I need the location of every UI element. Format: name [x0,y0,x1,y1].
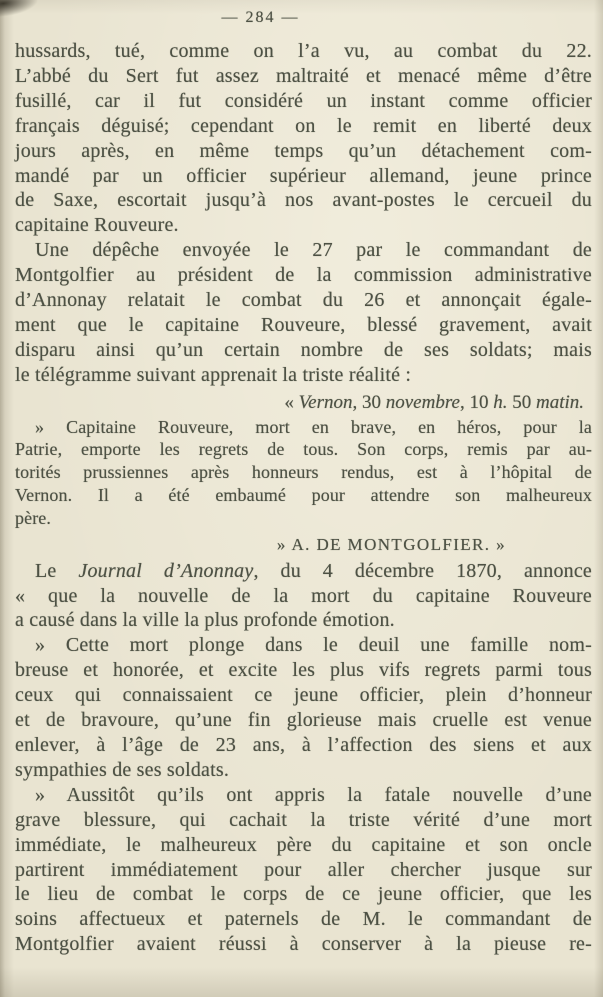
text-line [15,338,592,363]
page-number: — 284 — [221,9,300,26]
text-segment: » Cette mort plonge dans le deuil une famille nom- [35,634,592,657]
text-segment: » Capitaine Rouveure, mort en brave, en héros, pour la [35,416,592,437]
text-segment: capitaine Rouveure. [15,214,179,237]
text-line [15,64,592,89]
text-line [15,288,592,313]
text-segment: » Aussitôt qu’ils ont appris la fatale nouvelle d’une [35,783,592,806]
text-segment: le télégramme suivant apprenait la triste réalité : [15,363,412,386]
text-segment: fusillé, car il fut considéré un instant comme officier [15,89,592,112]
text-line [15,808,592,833]
paragraph-journal [15,559,592,634]
text-segment: père. [15,507,51,528]
text-segment: , du 4 décembre 1870, annonce [253,559,592,582]
italic-text-segment: Journal d’Anonnay [78,559,254,582]
text-line [15,89,592,114]
text-line [15,907,592,932]
text-segment: grave blessure, qui cachait la triste vérité d’une mort [15,808,592,831]
text-line [15,139,592,164]
text-line [15,833,592,858]
text-line [15,532,592,557]
text-segment: enlever, à l’âge de 23 ans, à l’affection des siens et aux [15,734,592,757]
text-line [15,584,592,609]
page-body-text [15,39,592,957]
text-segment: immédiate, le malheureux père du capitaine et son oncle [15,833,592,856]
text-line [15,559,592,584]
text-line [15,507,592,530]
text-line [15,633,592,658]
telegram-signature [15,532,592,557]
text-line [15,758,592,783]
text-line [15,39,592,64]
text-line [15,263,592,288]
text-line [15,213,592,238]
text-segment: le lieu de combat le corps de ce jeune officier, que les [15,883,592,906]
text-segment: torités prussiennes après honneurs rendus, est à l’hôpital de [15,462,592,483]
text-segment: soins affectueux et paternels de M. le commandant de [15,908,592,931]
text-line [15,188,592,213]
text-segment: de Saxe, escortait jusqu’à nos avant-postes le cercueil du [15,189,592,212]
text-segment: sympathies de ses soldats. [15,758,230,781]
text-segment: partirent immédiatement pour aller chercher jusque sur [15,858,592,881]
text-line [15,438,592,461]
text-segment: Le [35,559,79,582]
text-line [15,114,592,139]
text-segment: Patrie, emporte les regrets de tous. Son corps, remis par au- [15,439,592,460]
text-segment: jours après, en même temps qu’un détachement com- [15,139,592,162]
text-segment: 50 [507,391,536,413]
text-line [15,608,592,633]
text-line [15,238,592,263]
text-segment: » A. DE MONTGOLFIER. » [276,534,506,554]
text-line [15,708,592,733]
text-segment: a causé dans la ville la plus profonde émotion. [15,609,395,632]
text-segment: français déguisé; cependant on le remit en liberté deux [15,114,592,137]
paragraph-cette-mort [15,633,592,782]
italic-text-segment: novembre [385,391,460,413]
text-line [15,858,592,883]
text-line [15,658,592,683]
paragraph-hussards [15,39,592,238]
text-block [15,8,592,957]
text-segment: ment que le capitaine Rouveure, blessé gravement, avait [15,313,592,336]
text-segment: et de bravoure, qu’une fin glorieuse mais cruelle est venue [15,709,592,732]
text-line [15,783,592,808]
text-line [15,882,592,907]
italic-text-segment: Vernon [298,391,353,413]
paragraph-aussitot [15,783,592,957]
telegram-body [15,416,592,530]
text-segment: d’Annonay relatait le combat du 26 et annonçait égale- [15,289,592,312]
text-segment: « [284,391,299,413]
text-segment: L’abbé du Sert fut assez maltraité et menacé même d’être [15,64,592,87]
text-segment: Montgolfier au président de la commission administrative [15,264,592,287]
text-segment: Montgolfier avaient réussi à conserver à la pieuse re- [15,933,592,956]
text-line [15,416,592,439]
text-line [15,461,592,484]
text-line [15,363,592,388]
text-segment: ceux qui connaissaient ce jeune officier, plein d’honneur [15,684,592,707]
paragraph-depeche [15,238,592,387]
text-line [15,484,592,507]
text-segment: mandé par un officier supérieur allemand, jeune prince [15,164,592,187]
italic-text-segment: h. [493,391,508,413]
text-line [15,164,592,189]
text-segment: , 10 [459,391,494,413]
text-line [15,683,592,708]
text-segment: hussards, tué, comme on l’a vu, au combat du 22. [15,40,592,62]
text-segment: « que la nouvelle de la mort du capitaine Rouveure [15,584,592,607]
telegram-dateline [15,390,592,416]
italic-text-segment: matin. [535,391,584,413]
text-segment: disparu ainsi qu’un certain nombre de ses soldats; mais [15,338,592,361]
text-segment: breuse et honorée, et excite les plus vifs regrets parmi tous [15,659,592,682]
text-segment: Vernon. Il a été embaumé pour attendre son malheureux [15,485,592,506]
text-line [15,313,592,338]
text-segment: , 30 [352,391,386,413]
text-line [15,390,592,416]
text-line [15,932,592,957]
text-line [15,733,592,758]
text-segment: Une dépêche envoyée le 27 par le commandant de [35,239,592,262]
